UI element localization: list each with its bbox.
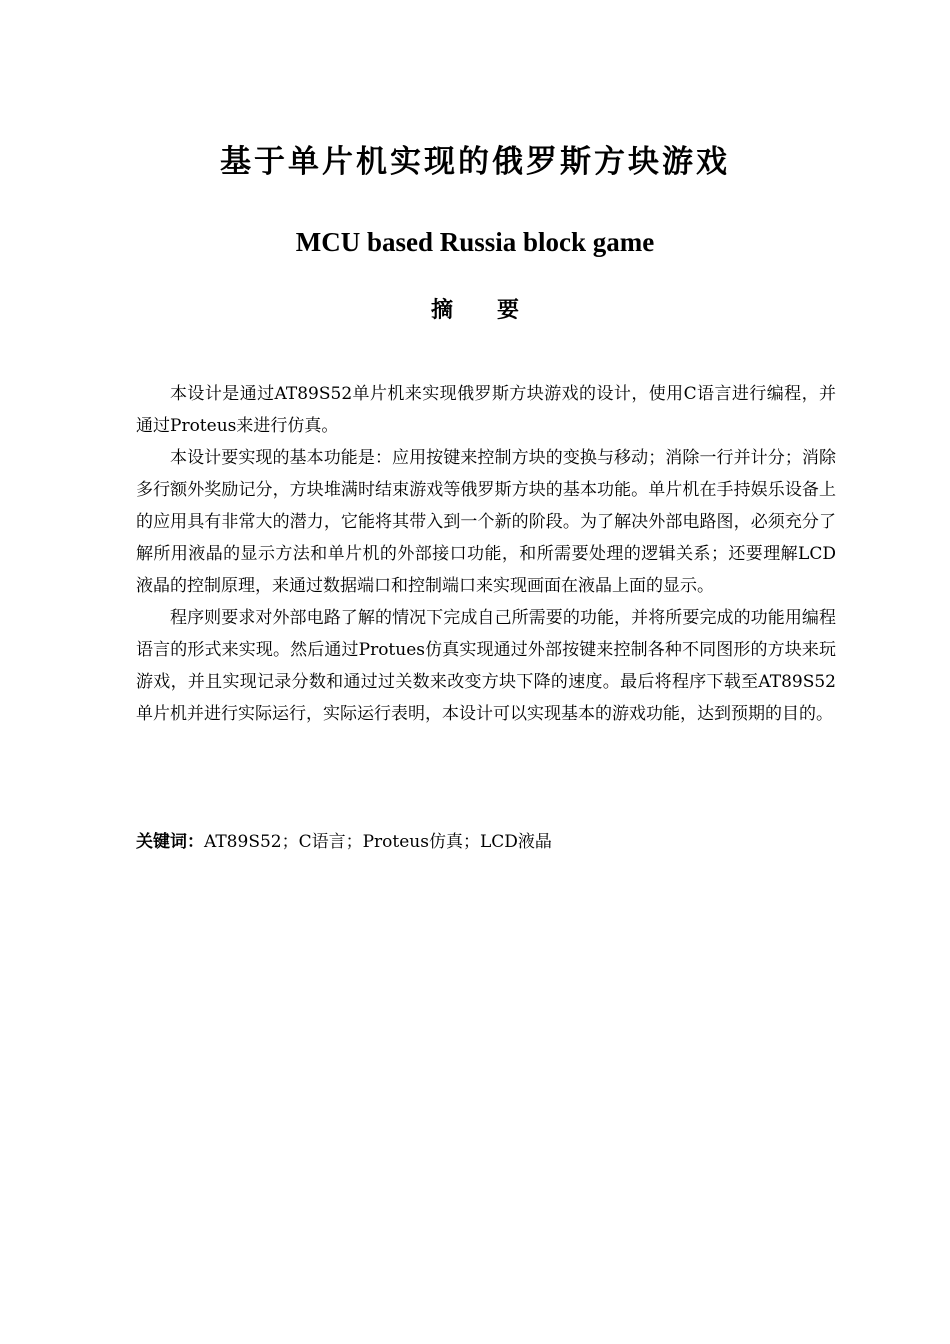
keywords-line	[136, 826, 836, 858]
abstract-paragraph: 本设计要实现的基本功能是：应用按键来控制方块的变换与移动；消除一行并计分；消除多行额外奖励记分，方块堆满时结束游戏等俄罗斯方块的基本功能。单片机在手持娱乐设备上的应用具有非常大的潜力，它能将其带入到一个新的阶段。为了解决外部电路图，必须充分了解所用液晶的显示方法和单片机的外部接口功能，和所需要处理的逻辑关系；还要理解LCD液晶的控制原理，来通过数据端口和控制端口来实现画面在液晶上面的显示。	[136, 448, 836, 596]
english-title: MCU based Russia block game	[295, 227, 655, 257]
abstract-heading-char-1: 摘	[430, 298, 453, 323]
abstract-heading-char-2: 要	[497, 298, 520, 323]
keywords-label: 关键词：	[136, 832, 204, 852]
abstract-heading	[0, 294, 950, 328]
abstract-paragraph: 程序则要求对外部电路了解的情况下完成自己所需要的功能，并将所要完成的功能用编程语言的形式来实现。然后通过Protues仿真实现通过外部按键来控制各种不同图形的方块来玩游戏，并且实现记录分数和通过过关数来改变方块下降的速度。最后将程序下载至AT89S52单片机并进行实际运行，实际运行表明，本设计可以实现基本的游戏功能，达到预期的目的。	[136, 608, 836, 724]
chinese-title: 基于单片机实现的俄罗斯方块游戏	[220, 144, 730, 180]
abstract-paragraph: 本设计是通过AT89S52单片机来实现俄罗斯方块游戏的设计，使用C语言进行编程，并通过Proteus来进行仿真。	[136, 384, 836, 436]
abstract-body	[136, 378, 836, 730]
keywords-text: AT89S52；C语言；Proteus仿真；LCD液晶	[204, 832, 552, 852]
